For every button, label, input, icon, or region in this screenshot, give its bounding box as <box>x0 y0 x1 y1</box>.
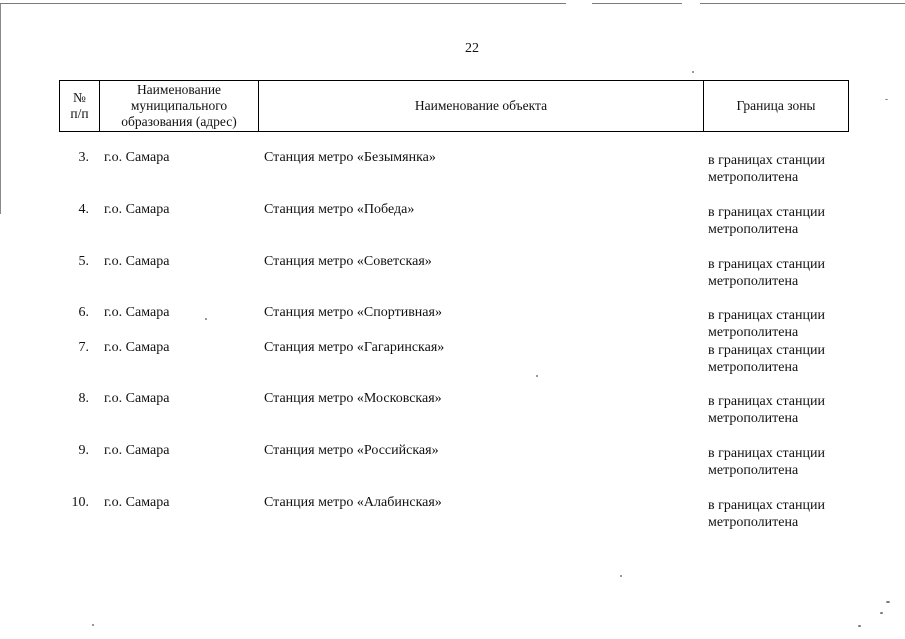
row-municipality: г.о. Самара <box>104 202 170 217</box>
row-municipality: г.о. Самара <box>104 443 170 458</box>
row-municipality: г.о. Самара <box>104 340 170 355</box>
row-zone: в границах станции метрополитена <box>708 498 825 530</box>
row-municipality: г.о. Самара <box>104 150 170 165</box>
row-zone: в границах станции метрополитена <box>708 257 825 289</box>
row-zone: в границах станции метрополитена <box>708 308 825 340</box>
scan-speck <box>692 71 694 73</box>
header-cell-number: № п/п <box>60 81 100 131</box>
page-number: 22 <box>465 41 479 56</box>
table-header <box>59 80 849 132</box>
row-zone: в границах станции метрополитена <box>708 394 825 426</box>
row-number: 3. <box>78 150 89 165</box>
header-cell-zone: Граница зоны <box>736 98 816 113</box>
row-object: Станция метро «Российская» <box>264 443 439 458</box>
row-number: 4. <box>78 202 89 217</box>
row-number: 10. <box>71 495 89 510</box>
scan-speck <box>92 624 94 626</box>
row-object: Станция метро «Алабинская» <box>264 495 442 510</box>
row-number: 8. <box>78 391 89 406</box>
table-row <box>0 253 905 293</box>
row-number: 6. <box>78 305 89 320</box>
table-row <box>0 149 905 189</box>
scan-edge-line <box>0 3 566 4</box>
header-cell-municipality: Наименование муниципального образования (адрес) <box>100 81 259 131</box>
row-object: Станция метро «Победа» <box>264 202 415 217</box>
row-zone: в границах станции метрополитена <box>708 343 825 375</box>
table-row <box>0 304 905 344</box>
row-object: Станция метро «Советская» <box>264 254 432 269</box>
row-object: Станция метро «Московская» <box>264 391 442 406</box>
table-row <box>0 442 905 482</box>
table-row <box>0 339 905 379</box>
row-zone: в границах станции метрополитена <box>708 205 825 237</box>
row-number: 5. <box>78 254 89 269</box>
scan-edge-line <box>700 3 905 4</box>
row-object: Станция метро «Безымянка» <box>264 150 436 165</box>
row-municipality: г.о. Самара <box>104 305 170 320</box>
table-row <box>0 494 905 534</box>
scan-speck <box>620 575 622 577</box>
row-municipality: г.о. Самара <box>104 254 170 269</box>
scan-speck <box>880 612 883 614</box>
row-object: Станция метро «Спортивная» <box>264 305 442 320</box>
row-object: Станция метро «Гагаринская» <box>264 340 445 355</box>
row-municipality: г.о. Самара <box>104 391 170 406</box>
row-zone: в границах станции метрополитена <box>708 153 825 185</box>
table-row <box>0 390 905 430</box>
scan-speck <box>886 601 890 603</box>
row-municipality: г.о. Самара <box>104 495 170 510</box>
scan-speck <box>858 625 861 627</box>
header-cell-object: Наименование объекта <box>259 81 704 131</box>
table-row <box>0 201 905 241</box>
scan-edge-line <box>592 3 682 4</box>
row-number: 7. <box>78 340 89 355</box>
row-number: 9. <box>78 443 89 458</box>
scan-speck <box>885 99 888 100</box>
row-zone: в границах станции метрополитена <box>708 446 825 478</box>
